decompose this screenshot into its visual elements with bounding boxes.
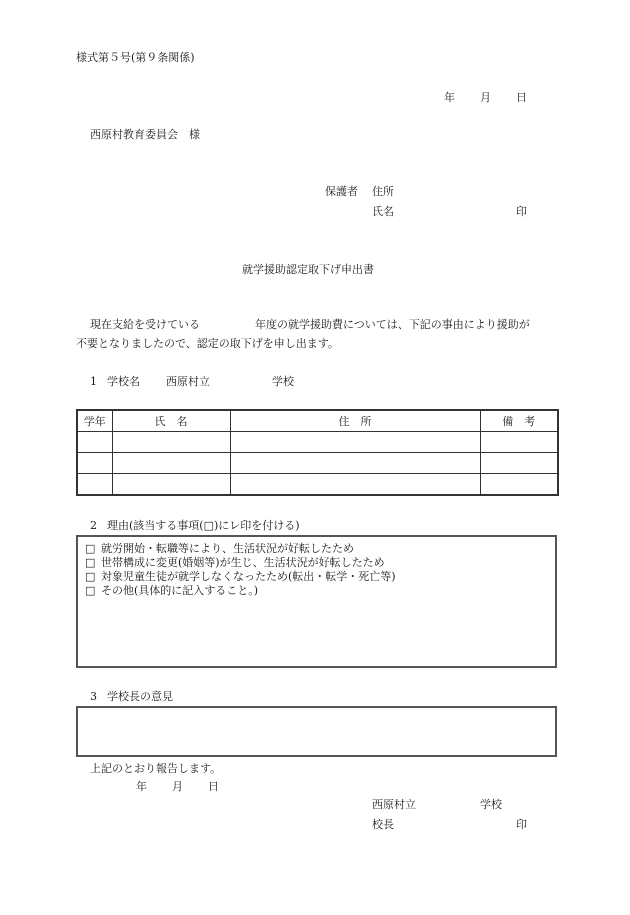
header-remarks: 備 考 [480,410,558,432]
section3-label: 学校長の意見 [107,690,173,703]
student-table [76,409,559,496]
cell-grade[interactable] [77,474,112,496]
date-month: 月 [480,91,491,104]
body-line1-part2: 年度の就学援助費については、下記の事由により援助が [255,318,530,331]
principal-village: 西原村立 [372,798,416,811]
cell-remarks[interactable] [480,432,558,453]
table-row [77,453,558,474]
table-row [77,432,558,453]
cell-grade[interactable] [77,432,112,453]
cell-address[interactable] [230,474,480,496]
form-number: 様式第５号(第９条関係) [76,51,195,64]
school-village: 西原村立 [166,375,210,388]
report-date-year: 年 [136,780,147,793]
principal-opinion-box[interactable] [76,706,557,757]
reason-text: 世帯構成に変更(婚姻等)が生じ、生活状況が好転したため [101,556,385,569]
applicant-name-label: 氏名 [372,205,394,218]
applicant-seal: 印 [516,205,527,218]
cell-address[interactable] [230,453,480,474]
cell-name[interactable] [112,432,230,453]
principal-seal: 印 [516,818,527,831]
header-address: 住 所 [230,410,480,432]
section1-label: 学校名 [107,375,140,388]
reason-text: 就労開始・転職等により、生活状況が好転したため [101,542,354,555]
cell-grade[interactable] [77,453,112,474]
report-date-month: 月 [172,780,183,793]
reason-item [85,542,354,556]
body-line1-part1: 現在支給を受けている [90,318,200,331]
header-grade: 学年 [77,410,112,432]
checkbox-icon[interactable]: □ [85,570,96,583]
date-year: 年 [444,91,455,104]
applicant-address-label: 住所 [372,185,394,198]
reason-item [85,570,396,584]
table-row [77,474,558,496]
cell-name[interactable] [112,474,230,496]
table-header-row [77,410,558,432]
cell-address[interactable] [230,432,480,453]
reason-item [85,584,258,598]
cell-remarks[interactable] [480,453,558,474]
recipient: 西原村教育委員会 様 [90,128,200,141]
body-line2: 不要となりましたので、認定の取下げを申し出ます。 [76,337,339,350]
checkbox-icon[interactable]: □ [85,542,96,555]
date-day: 日 [516,91,527,104]
school-suffix: 学校 [272,375,294,388]
reason-text: 対象児童生徒が就学しなくなったため(転出・転学・死亡等) [101,570,396,583]
cell-remarks[interactable] [480,474,558,496]
section2-number: 2 [90,519,97,532]
reason-box [76,535,557,668]
reason-text: その他(具体的に記入すること。) [101,584,259,597]
report-date-day: 日 [208,780,219,793]
applicant-role: 保護者 [325,185,358,198]
reason-item [85,556,385,570]
section1-number: 1 [90,375,97,388]
principal-school: 学校 [480,798,502,811]
section2-label: 理由(該当する事項(□)にレ印を付ける) [107,519,300,532]
report-text: 上記のとおり報告します。 [90,762,222,775]
document-title: 就学援助認定取下げ申出書 [242,263,374,276]
checkbox-icon[interactable]: □ [85,584,96,597]
cell-name[interactable] [112,453,230,474]
principal-title: 校長 [372,818,394,831]
section3-number: 3 [90,690,97,703]
checkbox-icon[interactable]: □ [85,556,96,569]
header-name: 氏 名 [112,410,230,432]
